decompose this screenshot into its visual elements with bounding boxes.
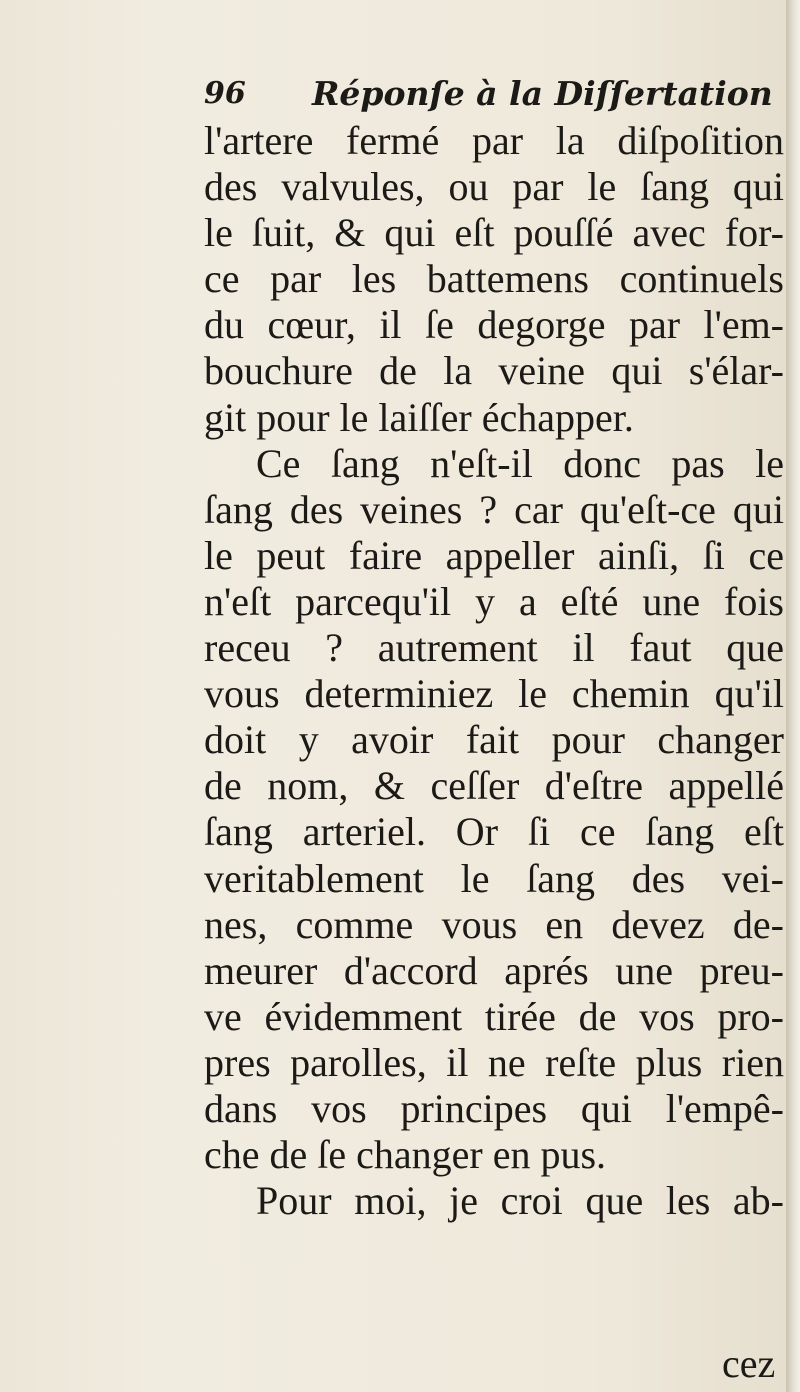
text-line: le ſuit, & qui eſt pouſſé avec for- [204, 210, 784, 256]
text-line: git pour le laiſſer échapper. [204, 394, 634, 440]
body-text [204, 118, 784, 1224]
text-line: de nom, & ceſſer d'eſtre appellé [204, 763, 784, 809]
text-line: receu ? autrement il faut que [204, 625, 784, 671]
page-edge [786, 0, 800, 1392]
text-line: vous determiniez le chemin qu'il [204, 671, 784, 717]
text-line: nes, comme vous en devez de- [204, 901, 784, 947]
text-line: l'artere fermé par la diſpoſition [204, 118, 784, 163]
text-line: pres parolles, il ne reſte plus rien [204, 1039, 784, 1085]
text-line: meurer d'accord aprés une preu- [204, 947, 784, 993]
text-line: des valvules, ou par le ſang qui [204, 164, 784, 210]
paragraph-start-line: Pour moi, je croi que les ab- [256, 1178, 784, 1224]
catchword: cez [722, 1341, 776, 1386]
text-line: doit y avoir fait pour changer [204, 717, 784, 763]
text-line: veritablement le ſang des vei- [204, 855, 784, 901]
text-line: ſang arteriel. Or ſi ce ſang eſt [204, 809, 784, 855]
text-line: n'eſt parcequ'il y a eſté une fois [204, 578, 784, 624]
text-line: ve évidemment tirée de vos pro- [204, 993, 784, 1039]
text-line: che de ſe changer en pus. [204, 1132, 607, 1178]
text-line: le peut faire appeller ainſi, ſi ce [204, 532, 784, 578]
text-line: ſang des veines ? car qu'eſt-ce qui [204, 486, 784, 532]
running-head [200, 72, 773, 122]
text-line: bouchure de la veine qui s'élar- [204, 348, 784, 394]
page-number: 96 [204, 76, 246, 111]
text-line: dans vos principes qui l'empê- [204, 1085, 784, 1131]
running-title: Réponſe à la Diſſertation [312, 74, 773, 113]
paragraph-start-line: Ce ſang n'eſt-il donc pas le [256, 440, 784, 486]
text-line: ce par les battemens continuels [204, 256, 784, 302]
text-line: du cœur, il ſe degorge par l'em- [204, 302, 784, 348]
